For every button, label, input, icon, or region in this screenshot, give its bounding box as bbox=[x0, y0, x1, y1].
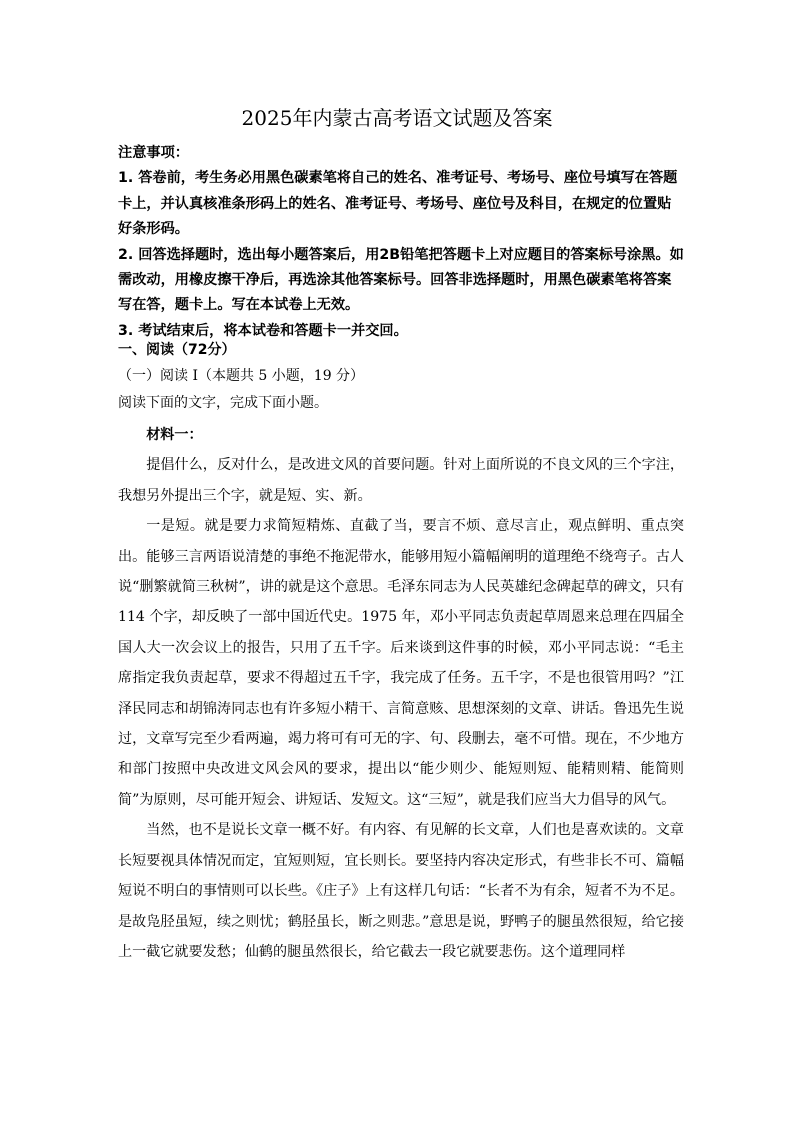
notice-item: 2. 回答选择题时，选出每小题答案后，用2B铅笔把答题卡上对应题目的答案标号涂黑。如需改动，用橡皮擦干净后，再选涂其他答案标号。回答非选择题时，用黑色碳素笔将答案写在答，题卡上。写在本试卷上无效。 bbox=[118, 246, 684, 314]
notice-item: 1. 答卷前，考生务必用黑色碳素笔将自己的姓名、准考证号、考场号、座位号填写在答题卡上，并认真核准条形码上的姓名、准考证号、考场号、座位号及科目，在规定的位置贴好条形码。 bbox=[118, 170, 678, 238]
notice-block bbox=[118, 141, 684, 344]
material-paragraph: 当然，也不是说长文章一概不好。有内容、有见解的长文章，人们也是喜欢读的。文章长短要视具体情况而定，宜短则短，宜长则长。要坚持内容决定形式，有些非长不可、篇幅短说不明白的事情则可以长些。《庄子》上有这样几句话：“长者不为有余，短者不为不足。是故凫胫虽短，续之则忧；鹤胫虽长，断之则悲。”意思是说，野鸭子的腿虽然很短，给它接上一截它就要发愁；仙鹤的腿虽然很长，给它截去一段它就要悲伤。这个道理同样 bbox=[118, 822, 684, 960]
material-label: 材料一： bbox=[146, 427, 203, 443]
reading-material bbox=[118, 420, 684, 967]
notice-item: 3. 考试结束后，将本试卷和答题卡一并交回。 bbox=[118, 322, 408, 339]
notice-heading: 注意事项： bbox=[118, 145, 189, 161]
page-title: 2025年内蒙古高考语文试题及答案 bbox=[241, 106, 553, 130]
material-paragraph: 一是短。就是要力求简短精炼、直截了当，要言不烦、意尽言止，观点鲜明、重点突出。能够三言两语说清楚的事绝不拖泥带水，能够用短小篇幅阐明的道理绝不绕弯子。古人说“删繁就简三秋树”，讲的就是这个意思。毛泽东同志为人民英雄纪念碑起草的碑文，只有 114 个字，却反映了一部中国近代史。1975 年，邓小平同志负责起草周恩来总理在四届全国人大一次会议上的报告，只用了五千字。后来谈到这件事的时候，邓小平同志说：“毛主席指定我负责起草，要求不得超过五千字，我完成了任务。五千字，不是也很管用吗？”江泽民同志和胡锦涛同志也有许多短小精干、言简意赅、思想深刻的文章、讲话。鲁迅先生说过，文章写完至少看两遍，竭力将可有可无的字、句、段删去，毫不可惜。现在，不少地方和部门按照中央改进文风会风的要求，提出以“能少则少、能短则短、能精则精、能简则简”为原则，尽可能开短会、讲短话、发短文。这“三短”，就是我们应当大力倡导的风气。 bbox=[118, 518, 684, 808]
material-paragraph: 提倡什么，反对什么，是改进文风的首要问题。针对上面所说的不良文风的三个字注，我想另外提出三个字，就是短、实、新。 bbox=[118, 457, 684, 504]
section-title: 一、阅读（72分） bbox=[118, 342, 236, 358]
reading-instruction: 阅读下面的文字，完成下面小题。 bbox=[118, 395, 328, 411]
subsection-title: （一）阅读 I（本题共 5 小题，19 分） bbox=[118, 368, 365, 384]
